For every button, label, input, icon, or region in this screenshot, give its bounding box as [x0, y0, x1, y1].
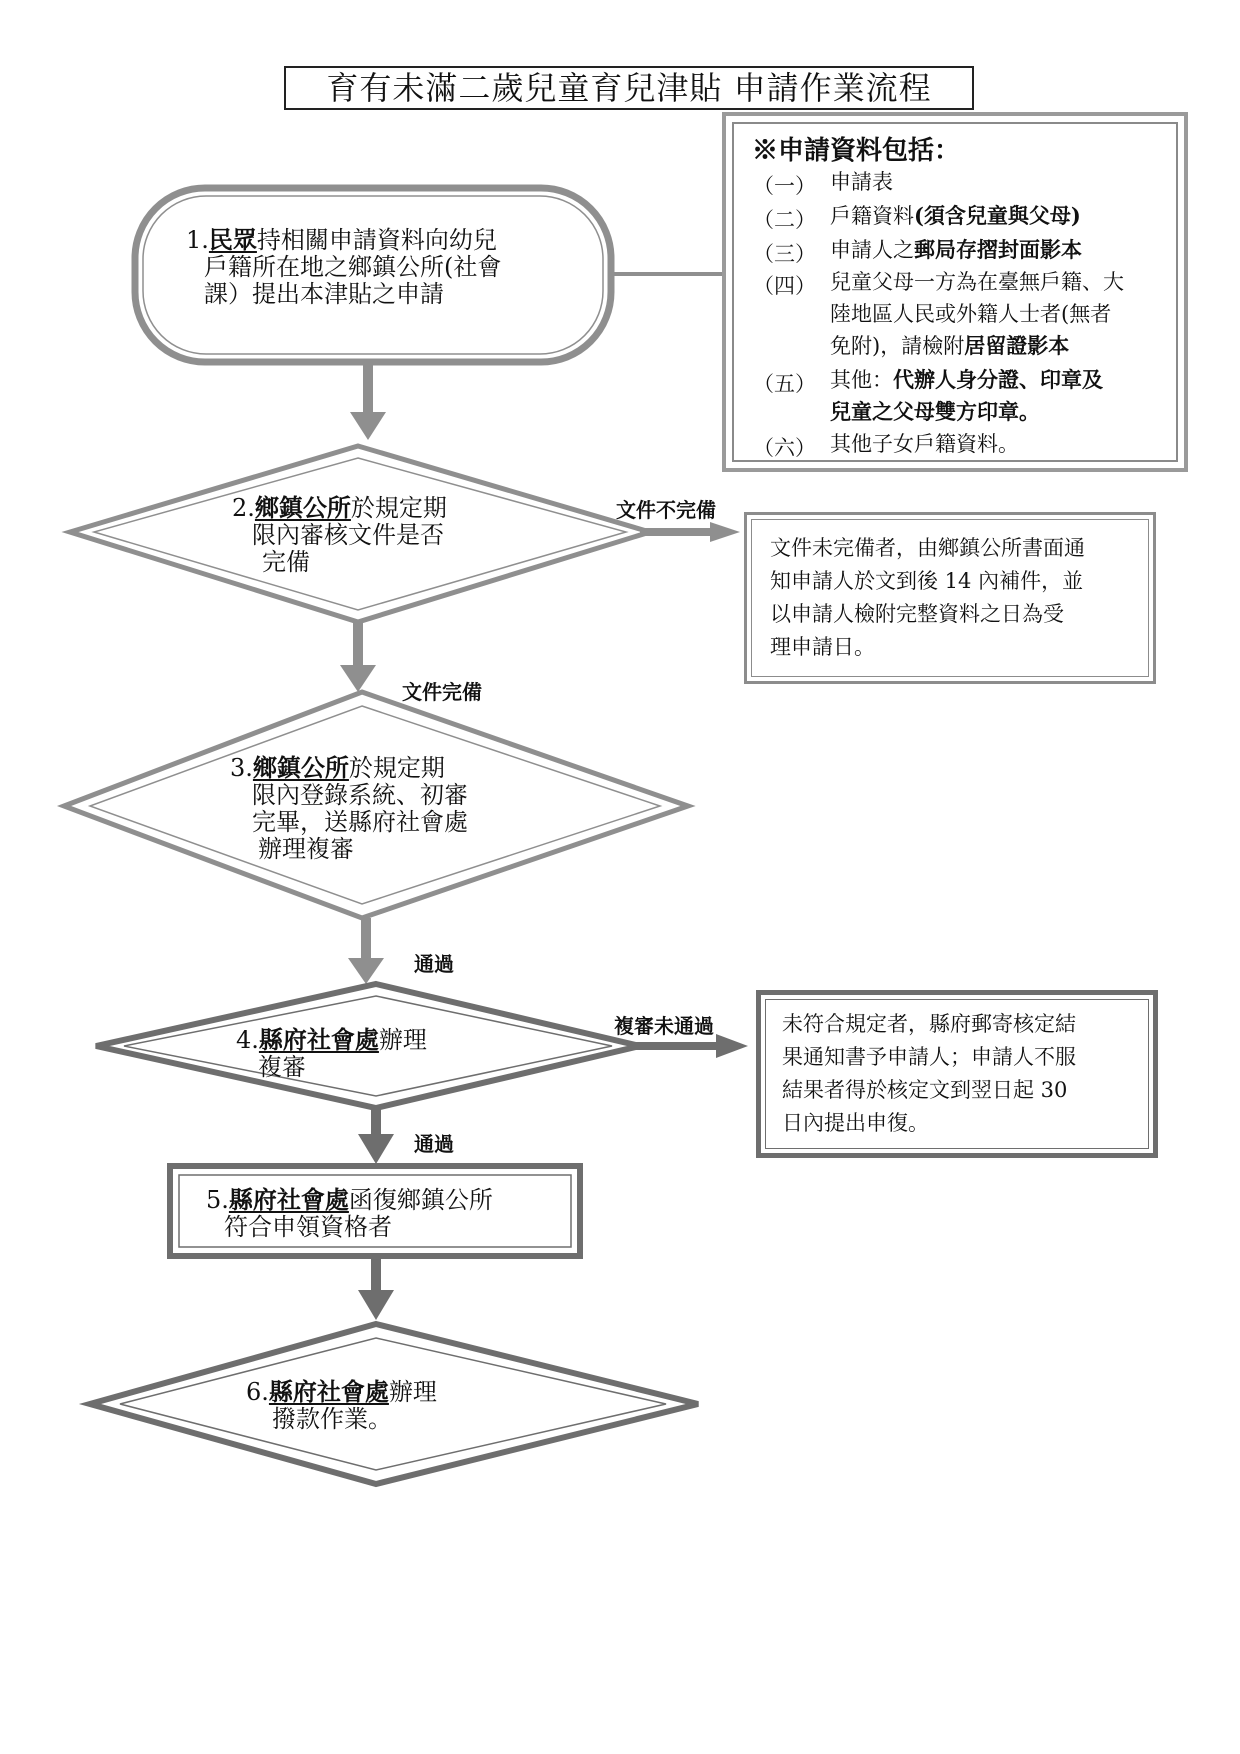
edge-label-complete: 文件完備 — [402, 680, 482, 704]
page-title: 育有未滿二歲兒童育兒津貼 申請作業流程 — [284, 66, 974, 110]
arrow-5-6 — [358, 1290, 394, 1320]
arrow-4-5 — [358, 1134, 394, 1164]
review-fail-note-line-3: 結果者得於核定文到翌日起 30 — [782, 1078, 1068, 1102]
step1-label: 民眾 — [208, 225, 257, 254]
arrow-1-2 — [350, 412, 386, 440]
step5-text: 5.縣府社會處函復鄉鎮公所 符合申領資格者 — [206, 1185, 493, 1241]
step3-text: 3.鄉鎮公所於規定期 限內登錄系統、初審 完畢，送縣府社會處 辦理複審 — [230, 753, 468, 863]
step1-number: 1 — [186, 226, 202, 254]
step3-number: 3 — [230, 754, 246, 782]
arrow-2-3 — [340, 665, 376, 692]
review-fail-note-line-4: 日內提出申復。 — [782, 1111, 929, 1135]
doc-num-2: （二） — [753, 208, 816, 232]
doc-text-3: 申請人之郵局存摺封面影本 — [830, 237, 1082, 262]
edge-label-pass-2: 通過 — [414, 1132, 454, 1156]
arrow-3-4 — [348, 958, 384, 984]
edge-label-pass-1: 通過 — [414, 952, 454, 976]
doc-num-5: （五） — [753, 372, 816, 396]
incomplete-note-line-3: 以申請人檢附完整資料之日為受 — [770, 602, 1064, 626]
doc-num-6: （六） — [753, 436, 816, 460]
review-fail-note-line-2: 果通知書予申請人；申請人不服 — [782, 1045, 1076, 1069]
step5-number: 5 — [206, 1186, 222, 1214]
required-docs-heading: ※申請資料包括： — [752, 136, 961, 166]
doc-num-3: （三） — [753, 242, 816, 266]
doc-text-4-line3: 免附)，請檢附居留證影本 — [830, 333, 1070, 358]
step1-text: 1.民眾持相關申請資料向幼兒 戶籍所在地之鄉鎮公所(社會 課）提出本津貼之申請 — [186, 225, 502, 308]
step6-number: 6 — [246, 1378, 262, 1406]
doc-text-4-line1: 兒童父母一方為在臺無戶籍、大 — [830, 270, 1124, 294]
step4-label: 縣府社會處 — [258, 1025, 379, 1054]
doc-text-6: 其他子女戶籍資料。 — [830, 432, 1019, 456]
step6-label: 縣府社會處 — [268, 1377, 389, 1406]
arrow-incomplete — [710, 522, 740, 542]
doc-num-4: （四） — [753, 274, 816, 298]
incomplete-note-line-1: 文件未完備者，由鄉鎮公所書面通 — [770, 536, 1085, 560]
step4-text: 4.縣府社會處辦理 複審 — [236, 1025, 427, 1081]
step4-number: 4 — [236, 1026, 252, 1054]
incomplete-note-line-4: 理申請日。 — [770, 635, 875, 659]
review-fail-note-line-1: 未符合規定者，縣府郵寄核定結 — [782, 1012, 1076, 1036]
doc-num-1: （一） — [753, 174, 816, 198]
step5-label: 縣府社會處 — [228, 1185, 349, 1214]
step2-number: 2 — [232, 494, 248, 522]
incomplete-note-line-2: 知申請人於文到後 14 內補件，並 — [770, 569, 1084, 593]
edge-label-incomplete: 文件不完備 — [616, 498, 716, 522]
doc-text-1: 申請表 — [830, 170, 893, 194]
arrow-review-fail — [716, 1034, 748, 1058]
step2-text: 2.鄉鎮公所於規定期 限內審核文件是否 完備 — [232, 493, 447, 576]
step3-label: 鄉鎮公所 — [252, 753, 349, 782]
step6-text: 6.縣府社會處辦理 撥款作業。 — [246, 1377, 437, 1433]
doc-text-5-line1: 其他：代辦人身分證、印章及 — [830, 367, 1103, 392]
doc-text-5-line2: 兒童之父母雙方印章。 — [830, 399, 1040, 424]
doc-text-2: 戶籍資料(須含兒童與父母) — [830, 203, 1081, 228]
step2-label: 鄉鎮公所 — [254, 493, 351, 522]
doc-text-4-line2: 陸地區人民或外籍人士者(無者 — [830, 302, 1112, 326]
edge-label-review-fail: 複審未通過 — [614, 1014, 714, 1038]
